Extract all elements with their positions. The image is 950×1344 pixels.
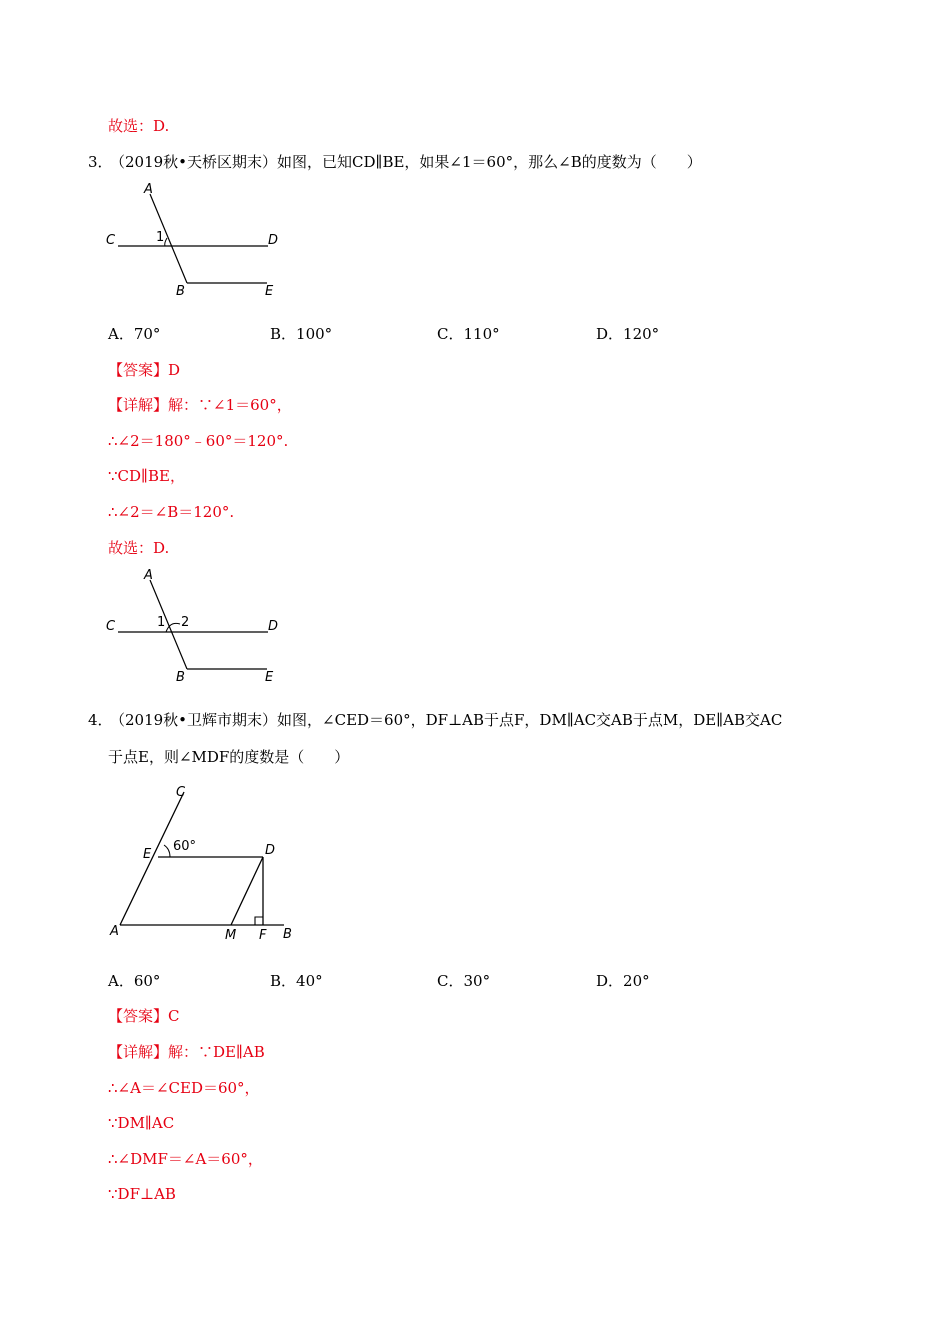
q4-label-e: E: [143, 847, 152, 862]
prev-conclusion: 故选：D.: [108, 117, 170, 135]
q4-option-c: C．30°: [437, 972, 491, 990]
q4-label-60: 60°: [173, 839, 197, 854]
q4-solution-line-5: ∵DF⊥AB: [108, 1185, 176, 1203]
q4-angle-arc: [164, 845, 170, 857]
q4-line-ac: [120, 792, 184, 925]
q3-label-c: C: [106, 233, 116, 248]
q3s-label-d: D: [268, 619, 279, 634]
q3-solution-line-5: 故选：D.: [108, 539, 170, 557]
q4-number: 4．: [88, 711, 113, 729]
q3-angle-arc: [165, 238, 167, 246]
q4-figure: [100, 778, 310, 948]
q3-label-1: 1: [156, 230, 165, 245]
q3-figure: [100, 180, 290, 300]
q3-solution-line-2: ∴∠2＝180°﹣60°＝120°.: [108, 432, 289, 450]
q3-answer: 【答案】D: [108, 361, 181, 379]
q4-label-b: B: [283, 927, 292, 942]
q3-solution-line-3: ∵CD∥BE，: [108, 467, 185, 485]
q3s-label-c: C: [106, 619, 116, 634]
q4-solution-line-4: ∴∠DMF＝∠A＝60°，: [108, 1150, 263, 1168]
q4-solution-line-1: 【详解】解：∵DE∥AB: [108, 1043, 265, 1061]
q4-line-dm: [231, 857, 263, 925]
q4-stem-line-1: （2019秋•卫辉市期末）如图，∠CED＝60°，DF⊥AB于点F，DM∥AC交AB于点M，DE∥AB交AC: [110, 711, 783, 729]
q4-solution-line-2: ∴∠A＝∠CED＝60°，: [108, 1079, 260, 1097]
q3s-label-1: 1: [157, 615, 166, 630]
q4-right-angle-mark: [255, 917, 263, 925]
q3-number: 3．: [88, 153, 113, 171]
q4-label-a: A: [110, 924, 119, 939]
q3-solution-line-4: ∴∠2＝∠B＝120°.: [108, 503, 235, 521]
q3-option-d: D．120°: [596, 325, 660, 343]
q4-label-d: D: [265, 843, 276, 858]
q3-option-b: B．100°: [270, 325, 333, 343]
q4-option-b: B．40°: [270, 972, 323, 990]
q4-solution-line-3: ∵DM∥AC: [108, 1114, 175, 1132]
q4-option-a: A．60°: [108, 972, 161, 990]
q4-label-c: C: [176, 785, 186, 800]
q3s-label-a: A: [144, 568, 153, 583]
q4-stem-line-2: 于点E，则∠MDF的度数是（ ）: [108, 748, 350, 766]
q4-answer: 【答案】C: [108, 1007, 180, 1025]
q3s-label-2: 2: [181, 615, 190, 630]
q3-label-d: D: [268, 233, 279, 248]
q3-stem: （2019秋•天桥区期末）如图，已知CD∥BE，如果∠1＝60°，那么∠B的度数为（ ）: [110, 153, 702, 171]
q3-solution-figure: [100, 566, 290, 686]
q3s-label-b: B: [176, 670, 185, 685]
q3-solution-line-1: 【详解】解：∵∠1＝60°，: [108, 396, 292, 414]
q3-label-b: B: [176, 284, 185, 299]
q4-option-d: D．20°: [596, 972, 650, 990]
q3-label-a: A: [144, 182, 153, 197]
q3-label-e: E: [265, 284, 274, 299]
q3-option-a: A．70°: [108, 325, 161, 343]
q3-option-c: C．110°: [437, 325, 500, 343]
q4-label-m: M: [225, 928, 237, 943]
q4-label-f: F: [259, 928, 267, 943]
q3s-label-e: E: [265, 670, 274, 685]
